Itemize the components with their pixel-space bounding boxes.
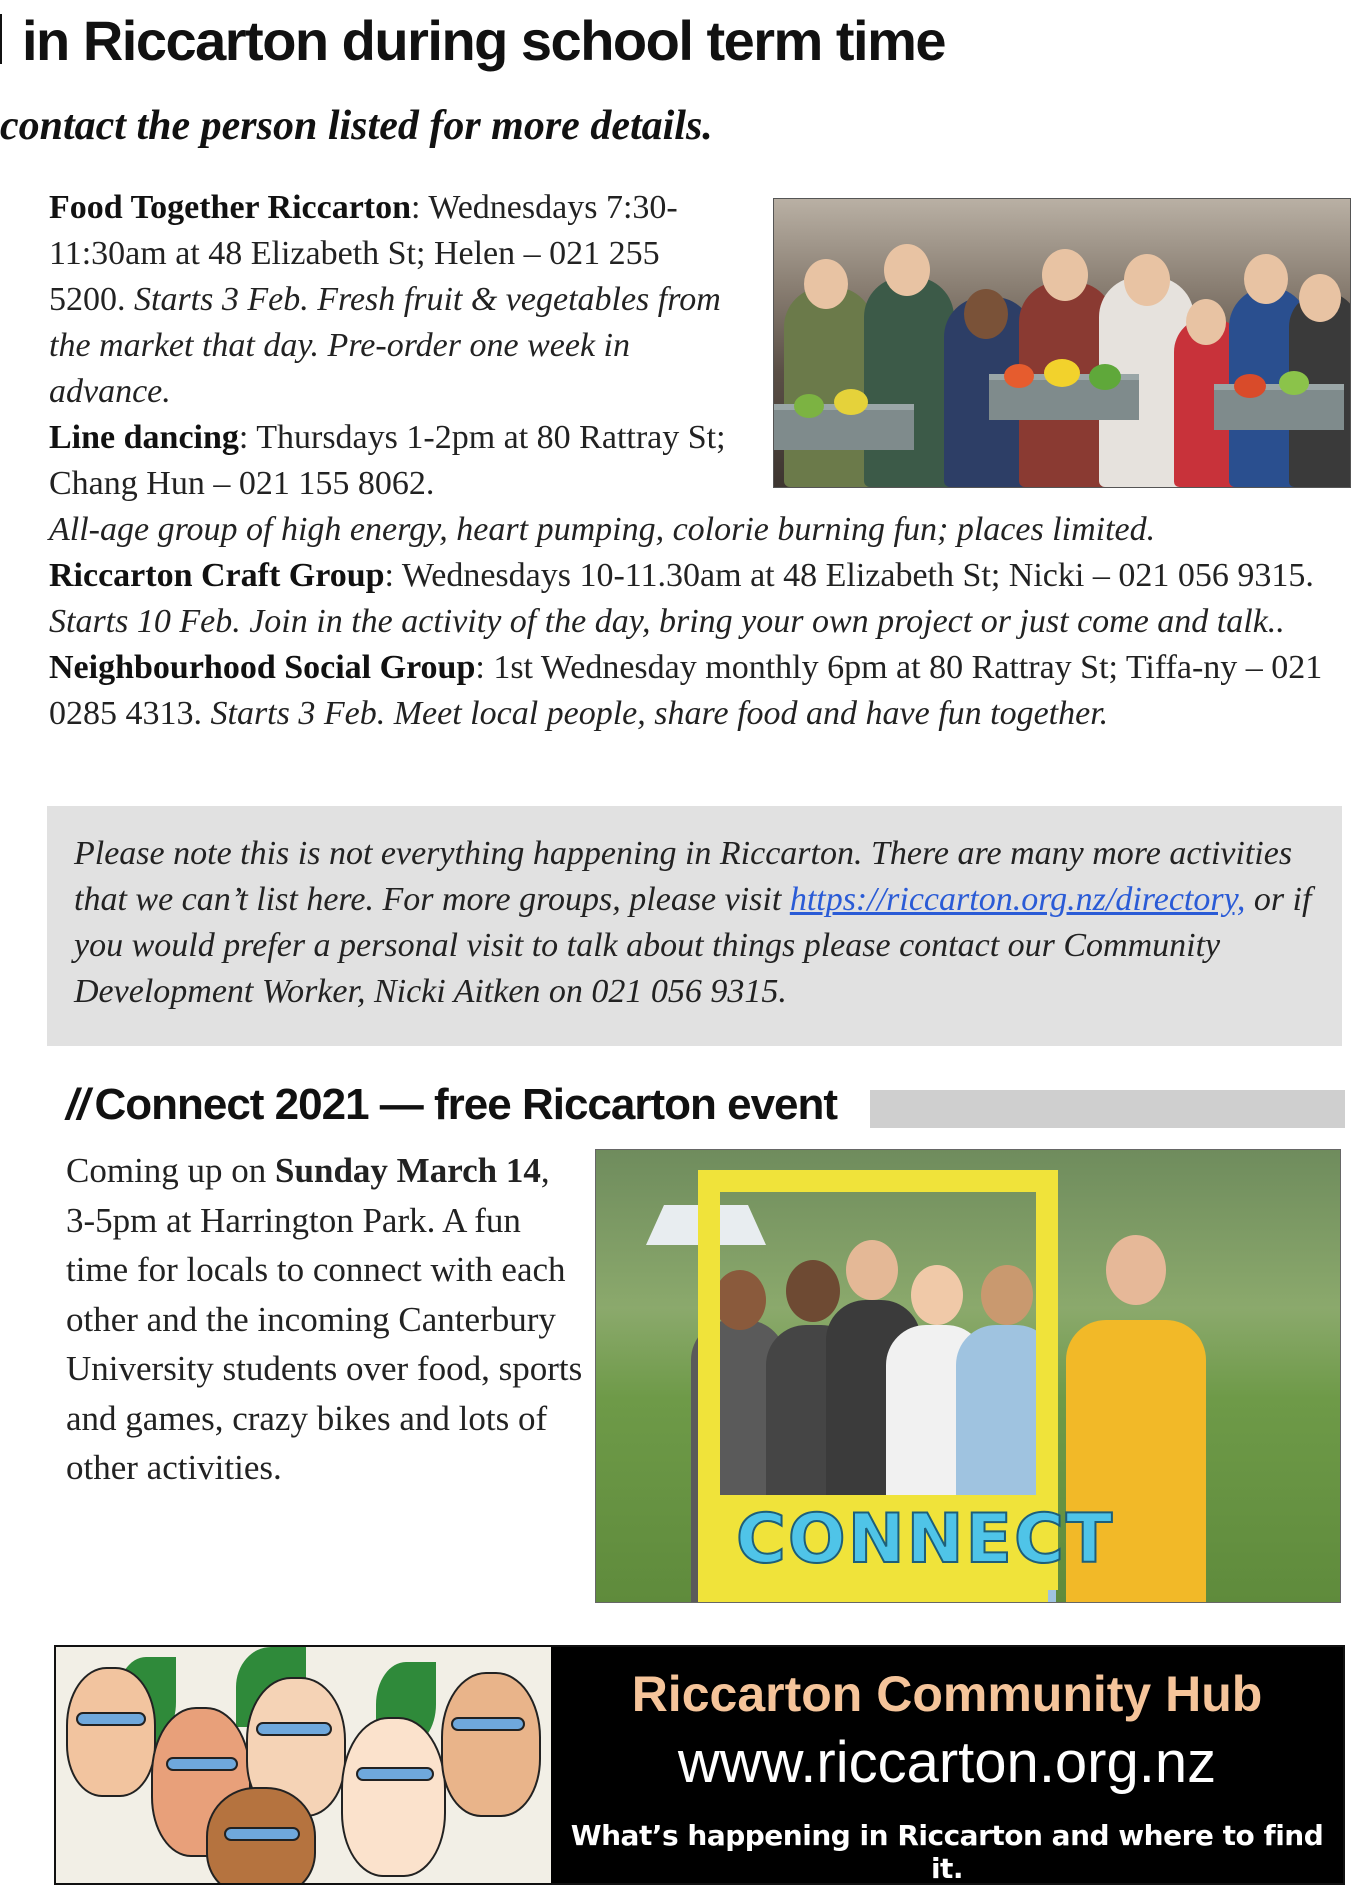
- hub-website[interactable]: www.riccarton.org.nz: [677, 1730, 1217, 1795]
- banner-info: [551, 1647, 1343, 1883]
- vegetable: [1279, 371, 1309, 395]
- photo-head: [804, 259, 848, 309]
- illustrated-faces-artwork: [56, 1647, 551, 1883]
- vegetable: [794, 394, 824, 418]
- community-hub-banner: [54, 1645, 1345, 1885]
- photo-head: [884, 244, 930, 296]
- photo-head: [1106, 1235, 1166, 1305]
- glasses-icon: [256, 1722, 332, 1736]
- section-slashes-icon: //: [66, 1080, 89, 1129]
- directory-link[interactable]: https://riccarton.org.nz/directory,: [789, 881, 1246, 918]
- vegetable: [1234, 374, 1266, 398]
- photo-head: [1042, 249, 1088, 301]
- glasses-icon: [166, 1757, 238, 1771]
- photo-head: [1299, 274, 1341, 322]
- illustrated-face: [66, 1667, 156, 1797]
- connect-date: Sunday March 14: [275, 1151, 541, 1190]
- activity-note: Starts 3 Feb. Meet local people, share food and have fun together.: [210, 695, 1109, 732]
- photo-person: [784, 287, 874, 487]
- glasses-icon: [76, 1712, 146, 1726]
- activity-name: Line dancing: [49, 419, 239, 456]
- photo-head: [1186, 299, 1226, 345]
- activity-note: Starts 10 Feb. Join in the activity of the day, bring your own project or just come and talk..: [49, 603, 1285, 640]
- headline-edge-glyph: [0, 14, 2, 64]
- activity-name: Neighbourhood Social Group: [49, 649, 476, 686]
- glasses-icon: [451, 1717, 525, 1731]
- activity-food-together: [49, 185, 739, 415]
- connect-body-text: , 3-5pm at Harrington Park. A fun time for locals to connect with each other and the incoming Canterbury University students over food, sports and games, crazy bikes and lots of other activities.: [66, 1151, 583, 1487]
- illustrated-face: [441, 1672, 541, 1817]
- activity-details: : 1st Wednesday monthly 6pm at 80 Rattray St; Tiffa-ny – 021 0285 4313.: [49, 649, 1323, 732]
- illustrated-face: [341, 1717, 446, 1877]
- section-rule-bar: [870, 1090, 1345, 1128]
- connect-section-title: [66, 1080, 837, 1136]
- note-text-before: Please note this is not everything happening in Riccarton. There are many more activities that we can’t list here. For more groups, please visit: [74, 835, 1293, 918]
- page-subheading: contact the person listed for more details.: [0, 103, 713, 149]
- activity-name: Food Together Riccarton: [49, 189, 412, 226]
- activity-line-dancing: [49, 415, 739, 507]
- photo-head: [1244, 254, 1288, 304]
- activity-craft-group: [49, 553, 1339, 645]
- activity-name: Riccarton Craft Group: [49, 557, 385, 594]
- hub-tagline: What’s happening in Riccarton and where to find it.: [570, 1819, 1324, 1885]
- activity-details: : Wednesdays 10-11.30am at 48 Elizabeth St; Nicki – 021 056 9315.: [384, 557, 1314, 594]
- headline-text: in Riccarton during school term time: [22, 9, 946, 72]
- activity-details: : Wednesdays 7:30-11:30am at 48 Elizabeth St; Helen – 021 255 5200.: [49, 189, 678, 318]
- hub-name: Riccarton Community Hub: [631, 1666, 1263, 1722]
- vegetable: [1044, 359, 1080, 387]
- connect-description: [66, 1146, 586, 1493]
- photo-person: [864, 277, 954, 487]
- glasses-icon: [224, 1827, 300, 1841]
- note-text-after: or if you would prefer a personal visit to talk about things please contact our Community Development Worker, Nicki Aitken on 021 056 9315.: [74, 881, 1312, 1010]
- directory-note-text: [74, 831, 1324, 1015]
- vegetable: [1089, 364, 1121, 390]
- connect-lead: Coming up on: [66, 1151, 276, 1190]
- activity-note: All-age group of high energy, heart pumping, colorie burning fun; places limited.: [49, 511, 1156, 548]
- glasses-icon: [356, 1767, 434, 1781]
- page-headline: [0, 8, 1368, 82]
- activity-details: : Thursdays 1-2pm at 80 Rattray St; Chang Hun – 021 155 8062.: [49, 419, 726, 502]
- connect-event-photo: [595, 1149, 1341, 1603]
- vegetable: [834, 389, 868, 415]
- connect-sign-text: CONNECT: [736, 1500, 1115, 1579]
- activity-social-group: [49, 645, 1339, 737]
- activity-note: Starts 3 Feb. Fresh fruit & vegetables from the market that day. Pre-order one week in advance.: [49, 281, 721, 410]
- connect-title-text: Connect 2021 — free Riccarton event: [94, 1080, 838, 1129]
- food-together-photo: [773, 198, 1351, 488]
- photo-head: [1124, 254, 1170, 306]
- activity-line-dancing-note: [49, 507, 1339, 553]
- vegetable: [1004, 364, 1034, 388]
- photo-head: [964, 289, 1008, 339]
- produce-crate: [1214, 384, 1344, 430]
- directory-note-box: [47, 806, 1342, 1046]
